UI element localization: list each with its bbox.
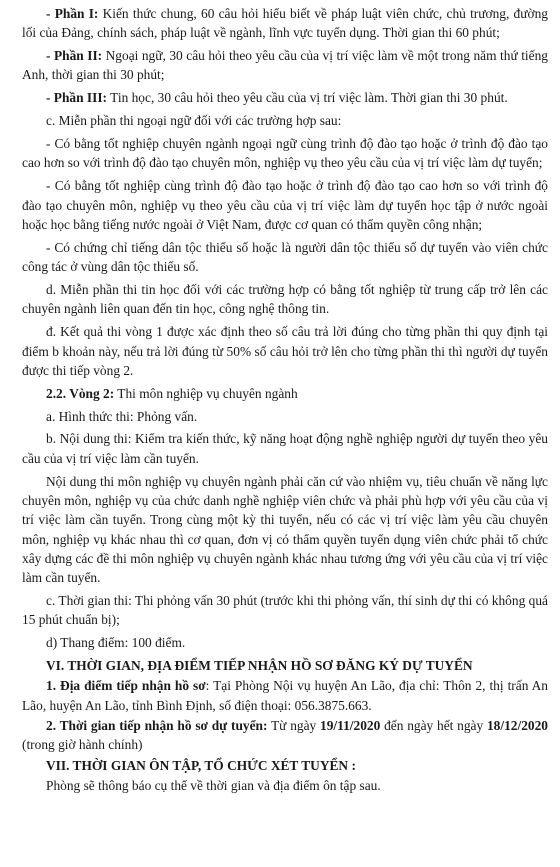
part-3-text: Tin học, 30 câu hỏi theo yêu cầu của vị trí việc làm. Thời gian thi 30 phút. (107, 90, 508, 106)
exempt-language-item: - Có bằng tốt nghiệp cùng trình độ đào tạo hoặc ở trình độ đào tạo cao hơn so với trình độ đào tạo chuyên môn, nghiệp vụ theo yêu cầu của vị trí việc làm dự tuyển học tập ở nước ngoài hoặc học bằng tiếng nước ngoài ở Việt Nam, được cơ quan có thẩm quyền công nhận; (22, 178, 548, 232)
part-1-label: - Phần I: (46, 6, 99, 21)
section-6-time-label: 2. Thời gian tiếp nhận hồ sơ dự tuyển: (46, 718, 268, 733)
part-2-text: Ngoại ngữ, 30 câu hỏi theo yêu cầu của vị trí việc làm về một trong năm thứ tiếng Anh, thời gian thi 30 phút; (22, 48, 548, 83)
round-2-score: d) Thang điểm: 100 điểm. (46, 635, 186, 651)
round-2-heading (22, 384, 548, 403)
exempt-it-paragraph: d. Miễn phần thi tin học đối với các trường hợp có bằng tốt nghiệp từ trung cấp trở lên các chuyên ngành liên quan đến tin học, công nghệ thông tin. (22, 282, 548, 317)
section-6-date-from: 19/11/2020 (320, 718, 381, 733)
section-6-heading: VI. THỜI GIAN, ĐỊA ĐIỂM TIẾP NHẬN HỒ SƠ ĐĂNG KÝ DỰ TUYỂN (46, 658, 473, 674)
round-2-form: a. Hình thức thi: Phỏng vấn. (46, 408, 198, 424)
section-6-date-to: 18/12/2020 (486, 718, 548, 733)
section-7-heading: VII. THỜI GIAN ÔN TẬP, TỔ CHỨC XÉT TUYỂN : (46, 757, 356, 773)
section-7-text: Phòng sẽ thông báo cụ thể về thời gian và địa điểm ôn tập sau. (46, 777, 381, 793)
section-6-time (22, 716, 548, 755)
round-2-content-detail: Nội dung thi môn nghiệp vụ chuyên ngành phải căn cứ vào nhiệm vụ, tiêu chuẩn về năng lực chuyên môn, nghiệp vụ của chức danh nghề nghiệp viên chức và phải phù hợp với yêu cầu của vị trí việc làm cần tuyển. Trong cùng một kỳ thi tuyển, nếu có các vị trí việc làm yêu cầu chuyên môn, nghiệp vụ khác nhau thì cơ quan, đơn vị có thẩm quyền tuyển dụng viên chức phải tổ chức xây dựng các đề thi môn nghiệp vụ chuyên ngành khác nhau tương ứng với yêu cầu của vị trí việc làm cần tuyển. (22, 473, 548, 586)
section-6-place-label: 1. Địa điểm tiếp nhận hồ sơ (46, 678, 206, 694)
part-1-paragraph (22, 4, 548, 43)
part-2-paragraph (22, 46, 548, 85)
section-6-time-post: (trong giờ hành chính) (22, 737, 143, 753)
round-1-result-paragraph: đ. Kết quả thi vòng 1 được xác định theo số câu trả lời đúng cho từng phần thi quy định tại điểm b khoản này, nếu trả lời đúng từ 50% số câu hỏi trở lên cho từng phần thi thì người dự tuyển được thi tiếp vòng 2. (22, 324, 548, 378)
exempt-language-item: - Có bằng tốt nghiệp chuyên ngành ngoại ngữ cùng trình độ đào tạo hoặc ở trình độ đào tạo cao hơn so với trình độ đào tạo chuyên môn, nghiệp vụ theo yêu cầu của vị trí việc làm dự tuyển; (22, 136, 548, 171)
part-3-label: - Phần III: (46, 90, 108, 106)
part-1-text: Kiến thức chung, 60 câu hỏi hiểu biết về pháp luật viên chức, chủ trương, đường lối của Đảng, chính sách, pháp luật về ngành, lĩnh vực tuyển dụng. Thời gian thi 60 phút; (22, 6, 548, 41)
section-6-time-mid: đến ngày hết ngày (380, 718, 487, 733)
section-6-time-pre: Từ ngày (267, 718, 321, 733)
section-6-place (22, 676, 548, 715)
round-2-content: b. Nội dung thi: Kiểm tra kiến thức, kỹ năng hoạt động nghề nghiệp người dự tuyển theo yêu cầu của vị trí việc làm cần tuyển. (22, 431, 548, 466)
exempt-language-item: - Có chứng chỉ tiếng dân tộc thiểu số hoặc là người dân tộc thiểu số dự tuyển vào viên chức công tác ở vùng dân tộc thiểu số. (22, 239, 548, 275)
part-2-label: - Phần II: (46, 48, 103, 64)
round-2-label: 2.2. Vòng 2: (46, 385, 115, 401)
part-3-paragraph (22, 88, 548, 107)
exempt-language-title: c. Miễn phần thi ngoại ngữ đối với các trường hợp sau: (46, 113, 342, 129)
round-2-time: c. Thời gian thi: Thi phỏng vấn 30 phút (trước khi thi phỏng vấn, thí sinh dự thi có không quá 15 phút chuẩn bị); (22, 593, 548, 628)
section-6-place-text: : Tại Phòng Nội vụ huyện An Lão, địa chỉ: Thôn 2, thị trấn An Lão, huyện An Lão, tỉnh Bình Định, số điện thoại: 056.3875.663. (22, 678, 549, 713)
round-2-title: Thi môn nghiệp vụ chuyên ngành (114, 385, 298, 401)
